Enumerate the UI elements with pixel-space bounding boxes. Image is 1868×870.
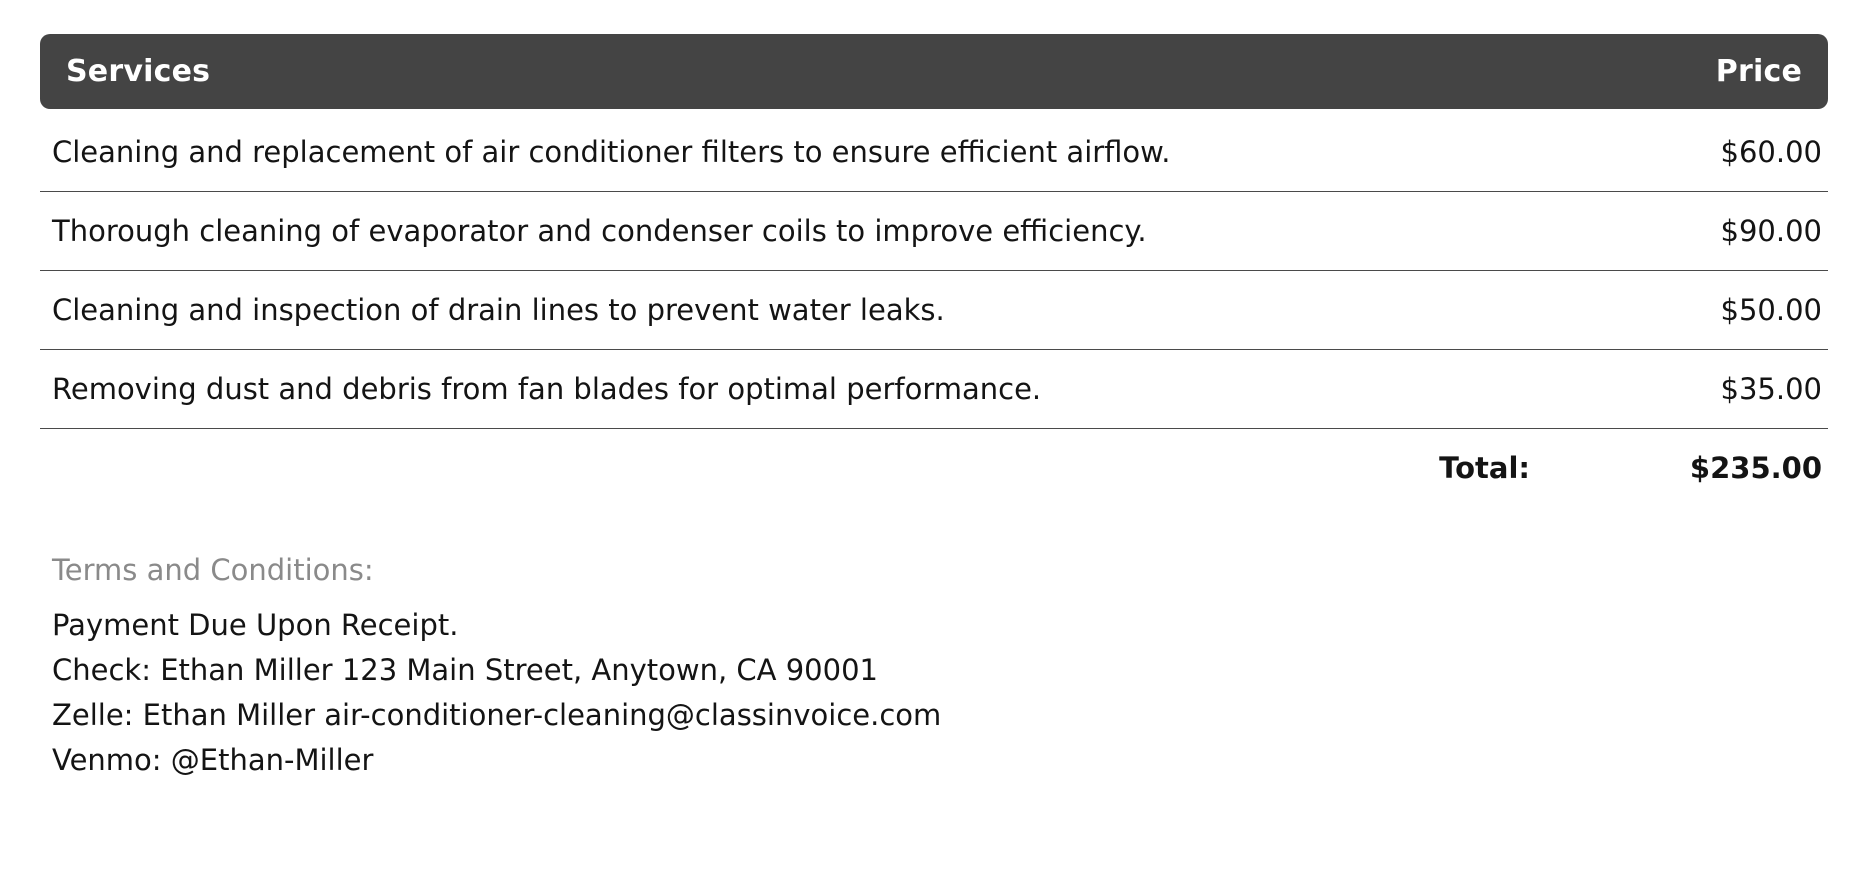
table-row [40, 192, 1828, 271]
table-row [40, 350, 1828, 429]
table-body [40, 109, 1828, 507]
terms-and-conditions [40, 553, 1828, 783]
service-description: Cleaning and inspection of drain lines to prevent water leaks. [40, 271, 1568, 350]
service-description: Cleaning and replacement of air conditioner filters to ensure efficient airflow. [40, 109, 1568, 192]
column-header-price: Price [1568, 34, 1828, 109]
terms-line-zelle: Zelle: Ethan Miller air-conditioner-cleaning@classinvoice.com [52, 697, 942, 732]
service-description: Removing dust and debris from fan blades for optimal performance. [40, 350, 1568, 429]
table-row [40, 271, 1828, 350]
terms-line-venmo: Venmo: @Ethan-Miller [52, 742, 374, 777]
table-header-row [40, 34, 1828, 109]
terms-line-check: Check: Ethan Miller 123 Main Street, Anytown, CA 90001 [52, 652, 878, 687]
column-header-services: Services [40, 34, 1568, 109]
table-header [40, 34, 1828, 109]
service-price: $50.00 [1568, 271, 1828, 350]
services-table [40, 34, 1828, 507]
service-price: $60.00 [1568, 109, 1828, 192]
terms-title: Terms and Conditions: [52, 553, 374, 587]
total-row [40, 429, 1828, 508]
terms-line-payment: Payment Due Upon Receipt. [52, 608, 459, 642]
service-price: $90.00 [1568, 192, 1828, 271]
service-price: $35.00 [1568, 350, 1828, 429]
service-description: Thorough cleaning of evaporator and condenser coils to improve efficiency. [40, 192, 1568, 271]
total-value: $235.00 [1689, 451, 1822, 485]
table-row [40, 109, 1828, 192]
total-label: Total: [1439, 451, 1530, 485]
